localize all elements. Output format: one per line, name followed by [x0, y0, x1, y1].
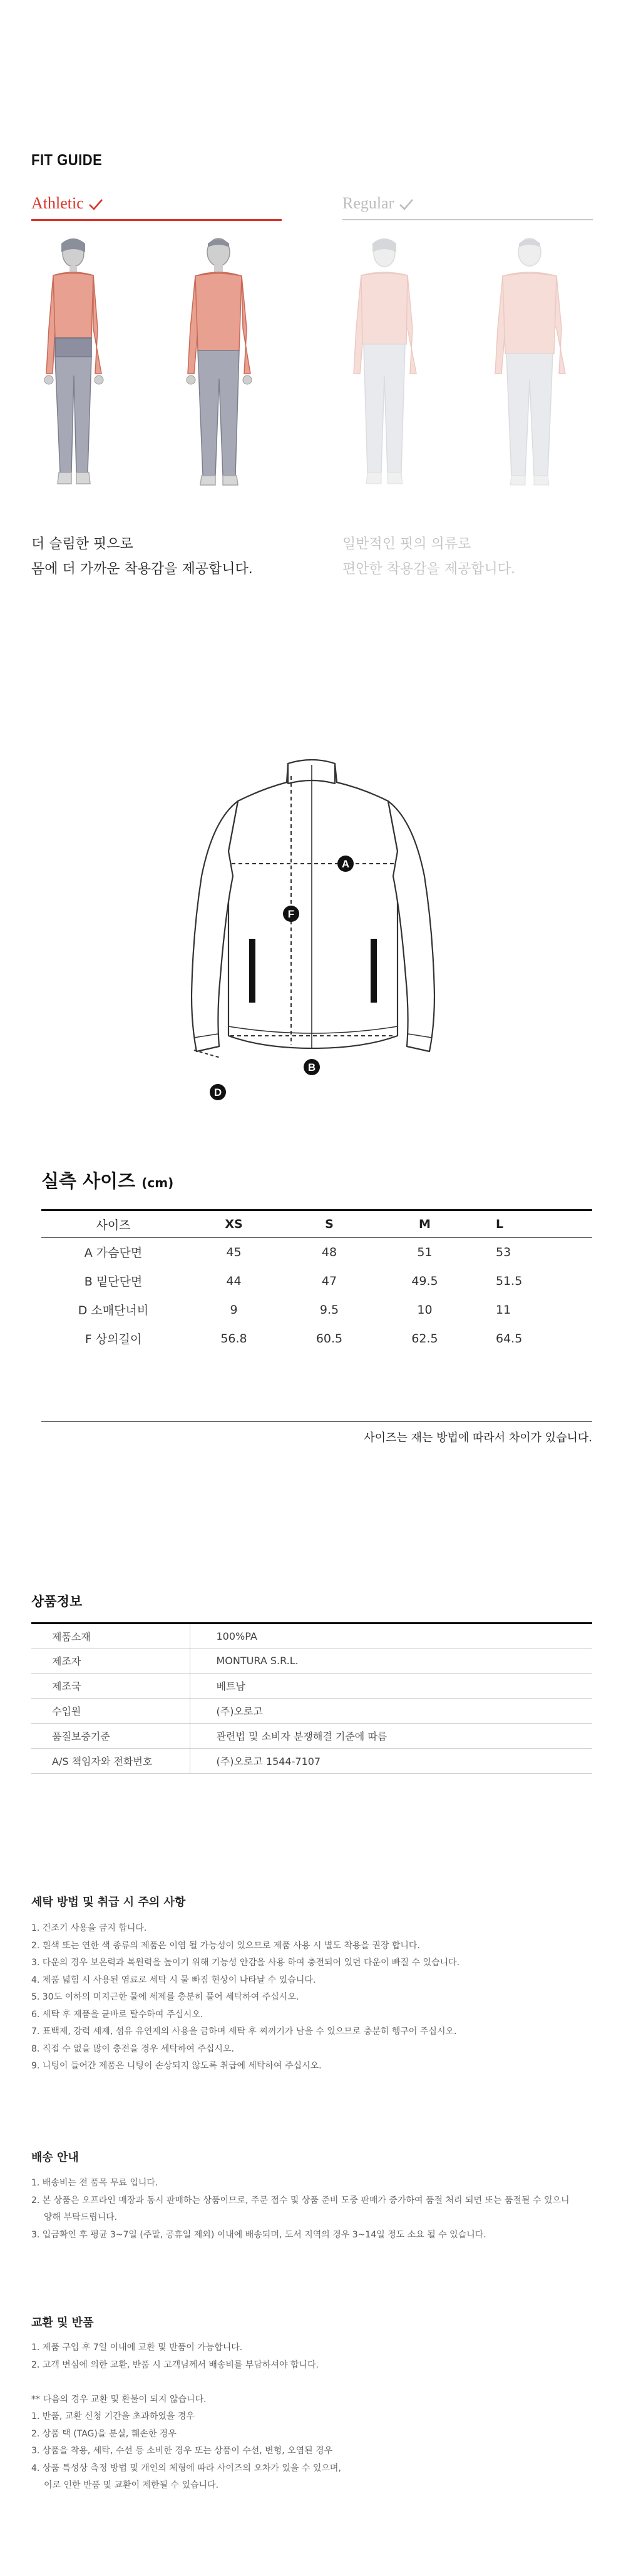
fit-guide-title: FIT GUIDE — [31, 151, 103, 169]
shipping-title: 배송 안내 — [31, 2151, 79, 2164]
list-item: 4. 제품 넓힘 시 사용된 염료로 세탁 시 물 빠짐 현상이 나타날 수 있습니다. — [31, 1975, 316, 1985]
list-item: 1. 반품, 교환 신청 기간을 초과하였을 경우 — [31, 2411, 195, 2421]
table-cell: 48 — [321, 1245, 337, 1259]
regular-description — [342, 532, 515, 582]
table-cell: 10 — [417, 1302, 433, 1317]
exchange-list — [31, 2339, 341, 2495]
shipping-list — [31, 2175, 570, 2244]
jacket-measurement-diagram — [175, 751, 451, 1101]
size-header-l: L — [473, 1210, 592, 1238]
info-value: 베트남 — [190, 1674, 592, 1699]
table-cell: A 가슴단면 — [84, 1246, 143, 1260]
athletic-female-figure — [44, 238, 103, 484]
list-item: 3. 입금확인 후 평균 3~7일 (주말, 공휴일 제외) 이내에 배송되며, 도서 지역의 경우 3~14일 정도 소요 될 수 있습니다. — [31, 2229, 486, 2240]
marker-f — [283, 906, 299, 922]
list-item: ** 다음의 경우 교환 및 환불이 되지 않습니다. — [31, 2394, 207, 2405]
table-row — [31, 1699, 592, 1724]
list-item: 3. 다운의 경우 보온력과 복원력을 높이기 위해 기능성 안감을 사용 하여 충전되어 있던 다운이 빠질 수 있습니다. — [31, 1958, 460, 1968]
size-table-bottom-rule — [41, 1421, 592, 1422]
size-note: 사이즈는 재는 방법에 따라서 차이가 있습니다. — [364, 1431, 592, 1444]
list-item: 6. 세탁 후 제품을 균바로 탈수하여 주십시오. — [31, 2009, 203, 2020]
tab-athletic-label: Athletic — [31, 194, 84, 212]
regular-desc-line-1: 일반적인 핏의 의류로 — [342, 536, 471, 552]
svg-text:F: F — [287, 908, 295, 920]
table-cell: 9.5 — [319, 1302, 339, 1317]
tab-athletic[interactable] — [31, 194, 104, 213]
table-row — [31, 1674, 592, 1699]
table-cell: 64.5 — [496, 1331, 523, 1346]
list-item: 1. 배송비는 전 품목 무료 입니다. — [31, 2178, 158, 2188]
table-cell: 51 — [417, 1245, 433, 1259]
info-key: 제조자 — [31, 1648, 190, 1674]
list-item: 5. 30도 이하의 미지근한 물에 세제를 충분히 풀어 세탁하여 주십시오. — [31, 1992, 299, 2002]
regular-desc-line-2: 편안한 착용감을 제공합니다. — [342, 561, 516, 577]
size-table-header — [41, 1210, 592, 1238]
list-item: 2. 고객 변심에 의한 교환, 반품 시 고객님께서 배송비를 부담하셔야 합니다. — [31, 2359, 319, 2370]
info-value: 100%PA — [190, 1623, 592, 1648]
tab-regular[interactable] — [342, 194, 414, 213]
table-cell: 9 — [230, 1302, 238, 1317]
size-chart-title-text: 실측 사이즈 — [41, 1170, 136, 1192]
list-item: 2. 흰색 또는 연한 색 종류의 제품은 이염 될 가능성이 있으므로 제품 사용 시 별도 착용을 권장 합니다. — [31, 1940, 420, 1951]
check-icon — [88, 198, 104, 212]
info-value: (주)오로고 — [190, 1699, 592, 1724]
table-row — [41, 1324, 592, 1353]
table-row — [41, 1238, 592, 1267]
marker-d — [210, 1084, 226, 1100]
marker-a — [337, 856, 354, 872]
info-value: 관련법 및 소비자 분쟁해결 기준에 따름 — [190, 1724, 592, 1749]
table-cell: 60.5 — [316, 1331, 343, 1346]
size-table — [41, 1209, 592, 1353]
svg-text:B: B — [307, 1061, 316, 1073]
list-item: 2. 상품 택 (TAG)을 분실, 훼손한 경우 — [31, 2428, 177, 2439]
list-item: 9. 니팅이 들어간 제품은 니팅이 손상되지 않도록 취급에 세탁하여 주십시오. — [31, 2061, 322, 2071]
table-cell: 45 — [226, 1245, 242, 1259]
athletic-desc-line-2: 몸에 더 가까운 착용감을 제공합니다. — [31, 561, 253, 577]
athletic-desc-line-1: 더 슬림한 핏으로 — [31, 536, 133, 552]
list-item: 양해 부탁드립니다. — [44, 2212, 118, 2222]
table-row — [31, 1749, 592, 1774]
info-key: 제조국 — [31, 1674, 190, 1699]
table-cell: 51.5 — [496, 1274, 523, 1288]
regular-female-figure — [354, 238, 416, 484]
product-info-table — [31, 1622, 592, 1774]
table-cell: 47 — [321, 1274, 337, 1288]
table-cell: 53 — [496, 1245, 511, 1259]
table-row — [41, 1296, 592, 1324]
athletic-male-figure — [187, 238, 252, 485]
check-icon — [398, 198, 414, 212]
tab-regular-label: Regular — [342, 194, 394, 212]
svg-text:A: A — [341, 858, 350, 870]
product-info-title: 상품정보 — [31, 1594, 83, 1609]
list-item: 3. 상품을 착용, 세탁, 수선 등 소비한 경우 또는 상품이 수선, 변형, 오염된 경우 — [31, 2446, 333, 2456]
list-item: 8. 직접 수 없을 많이 충전을 경우 세탁하여 주십시오. — [31, 2043, 234, 2054]
table-row — [31, 1623, 592, 1648]
info-value: (주)오로고 1544-7107 — [190, 1749, 592, 1774]
regular-fit-figures — [336, 235, 605, 504]
info-key: 제품소재 — [31, 1623, 190, 1648]
athletic-tab-underline — [31, 219, 282, 221]
info-value: MONTURA S.R.L. — [190, 1648, 592, 1674]
table-cell: B 밑단단면 — [84, 1275, 143, 1289]
svg-text:D: D — [213, 1086, 222, 1098]
list-spacer — [31, 2374, 341, 2391]
table-cell: 49.5 — [411, 1274, 438, 1288]
list-item: 2. 본 상품은 오프라인 매장과 동시 판매하는 상품이므로, 주문 접수 및 상품 준비 도중 판매가 증가하여 품절 처리 되면 또는 품절될 수 있으니 — [31, 2195, 570, 2205]
right-pocket — [371, 939, 377, 1003]
marker-b — [304, 1059, 320, 1075]
exchange-title: 교환 및 반품 — [31, 2316, 94, 2329]
list-item: 이로 인한 반품 및 교환이 제한될 수 있습니다. — [44, 2480, 219, 2490]
regular-male-figure — [495, 238, 565, 485]
size-chart-title — [41, 1167, 173, 1193]
care-list — [31, 1920, 459, 2075]
info-key: 수입원 — [31, 1699, 190, 1724]
info-key: A/S 책임자와 전화번호 — [31, 1749, 190, 1774]
size-header-xs: XS — [185, 1210, 282, 1238]
list-item: 7. 표백제, 강력 세제, 섬유 유연제의 사용을 금하며 세탁 후 찌꺼기가 남을 수 있으므로 충분히 헹구어 주십시오. — [31, 2027, 457, 2037]
table-cell: 62.5 — [411, 1331, 438, 1346]
size-header-m: M — [376, 1210, 473, 1238]
table-cell: 11 — [496, 1302, 511, 1317]
size-header-label: 사이즈 — [41, 1210, 185, 1238]
care-title: 세탁 방법 및 취급 시 주의 사항 — [31, 1896, 186, 1909]
table-row — [31, 1724, 592, 1749]
table-row — [31, 1648, 592, 1674]
info-key: 품질보증기준 — [31, 1724, 190, 1749]
athletic-fit-figures — [25, 235, 294, 504]
list-item: 1. 건조기 사용을 금지 합니다. — [31, 1923, 147, 1933]
table-row — [41, 1267, 592, 1296]
list-item: 4. 상품 특성상 측정 방법 및 개인의 체형에 따라 사이즈의 오차가 있을 수 있으며, — [31, 2463, 341, 2473]
athletic-description — [31, 532, 253, 582]
table-cell: 56.8 — [220, 1331, 247, 1346]
table-cell: D 소매단너비 — [78, 1304, 149, 1317]
table-cell: 44 — [226, 1274, 242, 1288]
left-pocket — [249, 939, 255, 1003]
regular-tab-underline — [342, 219, 593, 220]
size-chart-unit: (cm) — [141, 1175, 174, 1190]
table-cell: F 상의길이 — [85, 1332, 142, 1346]
size-header-s: S — [282, 1210, 376, 1238]
list-item: 1. 제품 구입 후 7일 이내에 교환 및 반품이 가능합니다. — [31, 2343, 243, 2353]
